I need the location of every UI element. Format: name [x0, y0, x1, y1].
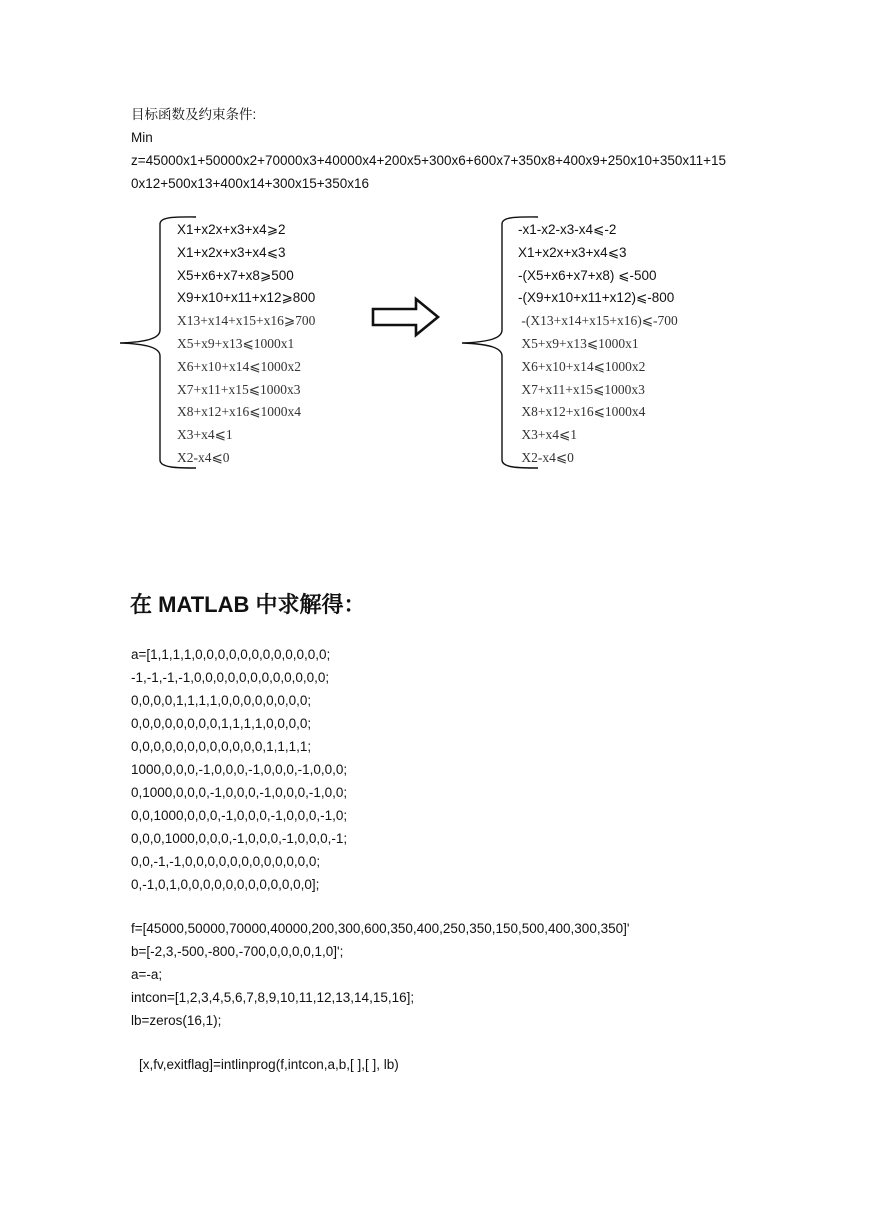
right-constraint: -(X9+x10+x11+x12)⩽-800	[518, 290, 675, 306]
left-constraint: X5+x9+x13⩽1000x1	[177, 335, 295, 351]
left-constraint: X7+x11+x15⩽1000x3	[177, 381, 301, 397]
right-constraint: -(X13+x14+x15+x16)⩽-700	[518, 313, 678, 329]
right-constraint: X1+x2x+x3+x4⩽3	[518, 244, 627, 260]
matrix-line: 0,1000,0,0,0,-1,0,0,0,-1,0,0,0,-1,0,0;	[131, 785, 348, 800]
left-constraint: X1+x2x+x3+x4⩽3	[177, 244, 286, 260]
transform-arrow-icon	[370, 296, 444, 340]
matrix-line: a=[1,1,1,1,0,0,0,0,0,0,0,0,0,0,0,0;	[131, 647, 331, 662]
right-constraint: -x1-x2-x3-x4⩽-2	[518, 222, 617, 237]
code-line: f=[45000,50000,70000,40000,200,300,600,350,400,250,350,150,500,400,300,350]'	[131, 921, 630, 936]
code-line: lb=zeros(16,1);	[131, 1013, 222, 1028]
left-constraint: X3+x4⩽1	[177, 427, 233, 443]
solver-call-line: [x,fv,exitflag]=intlinprog(f,intcon,a,b,[ ],[ ], lb)	[139, 1057, 399, 1072]
left-constraint: X6+x10+x14⩽1000x2	[177, 358, 302, 374]
left-constraint: X9+x10+x11+x12⩾800	[177, 290, 316, 306]
right-constraint: X5+x9+x13⩽1000x1	[518, 335, 639, 351]
objective-line-2: 0x12+500x13+400x14+300x15+350x16	[131, 176, 369, 191]
code-line: a=-a;	[131, 967, 163, 982]
right-constraints	[518, 219, 678, 470]
code-line: intcon=[1,2,3,4,5,6,7,8,9,10,11,12,13,14,15,16];	[131, 990, 415, 1005]
matrix-line: -1,-1,-1,-1,0,0,0,0,0,0,0,0,0,0,0,0;	[131, 670, 330, 685]
right-constraint: X2-x4⩽0	[518, 449, 574, 465]
matrix-line: 0,0,0,0,0,0,0,0,1,1,1,1,0,0,0,0;	[131, 716, 312, 731]
matrix-line: 0,0,-1,-1,0,0,0,0,0,0,0,0,0,0,0,0;	[131, 854, 321, 869]
left-constraint: X5+x6+x7+x8⩾500	[177, 267, 294, 283]
matrix-line: 0,0,0,1000,0,0,0,-1,0,0,0,-1,0,0,0,-1;	[131, 831, 348, 846]
left-constraint: X13+x14+x15+x16⩾700	[177, 313, 316, 329]
left-constraints	[177, 219, 315, 470]
left-constraint: X1+x2x+x3+x4⩾2	[177, 222, 286, 237]
left-constraint: X2-x4⩽0	[177, 449, 230, 465]
code-line: b=[-2,3,-500,-800,-700,0,0,0,0,1,0]';	[131, 944, 344, 959]
matrix-line: 0,0,0,0,0,0,0,0,0,0,0,0,1,1,1,1;	[131, 739, 312, 754]
right-constraint: X7+x11+x15⩽1000x3	[518, 381, 645, 397]
min-label: Min	[131, 130, 153, 145]
matrix-line: 0,-1,0,1,0,0,0,0,0,0,0,0,0,0,0,0];	[131, 877, 320, 892]
right-constraint: -(X5+x6+x7+x8) ⩽-500	[518, 267, 657, 283]
matrix-line: 1000,0,0,0,-1,0,0,0,-1,0,0,0,-1,0,0,0;	[131, 762, 348, 777]
right-constraint: X8+x12+x16⩽1000x4	[518, 404, 646, 420]
right-constraint: X3+x4⩽1	[518, 427, 578, 443]
left-constraint: X8+x12+x16⩽1000x4	[177, 404, 302, 420]
intro-title: 目标函数及约束条件:	[131, 107, 257, 122]
section-heading: 在 MATLAB 中求解得：	[130, 592, 366, 617]
matrix-line: 0,0,1000,0,0,0,-1,0,0,0,-1,0,0,0,-1,0;	[131, 808, 348, 823]
matrix-line: 0,0,0,0,1,1,1,1,0,0,0,0,0,0,0,0;	[131, 693, 312, 708]
objective-line-1: z=45000x1+50000x2+70000x3+40000x4+200x5+300x6+600x7+350x8+400x9+250x10+350x11+15	[131, 153, 727, 168]
right-constraint: X6+x10+x14⩽1000x2	[518, 358, 646, 374]
